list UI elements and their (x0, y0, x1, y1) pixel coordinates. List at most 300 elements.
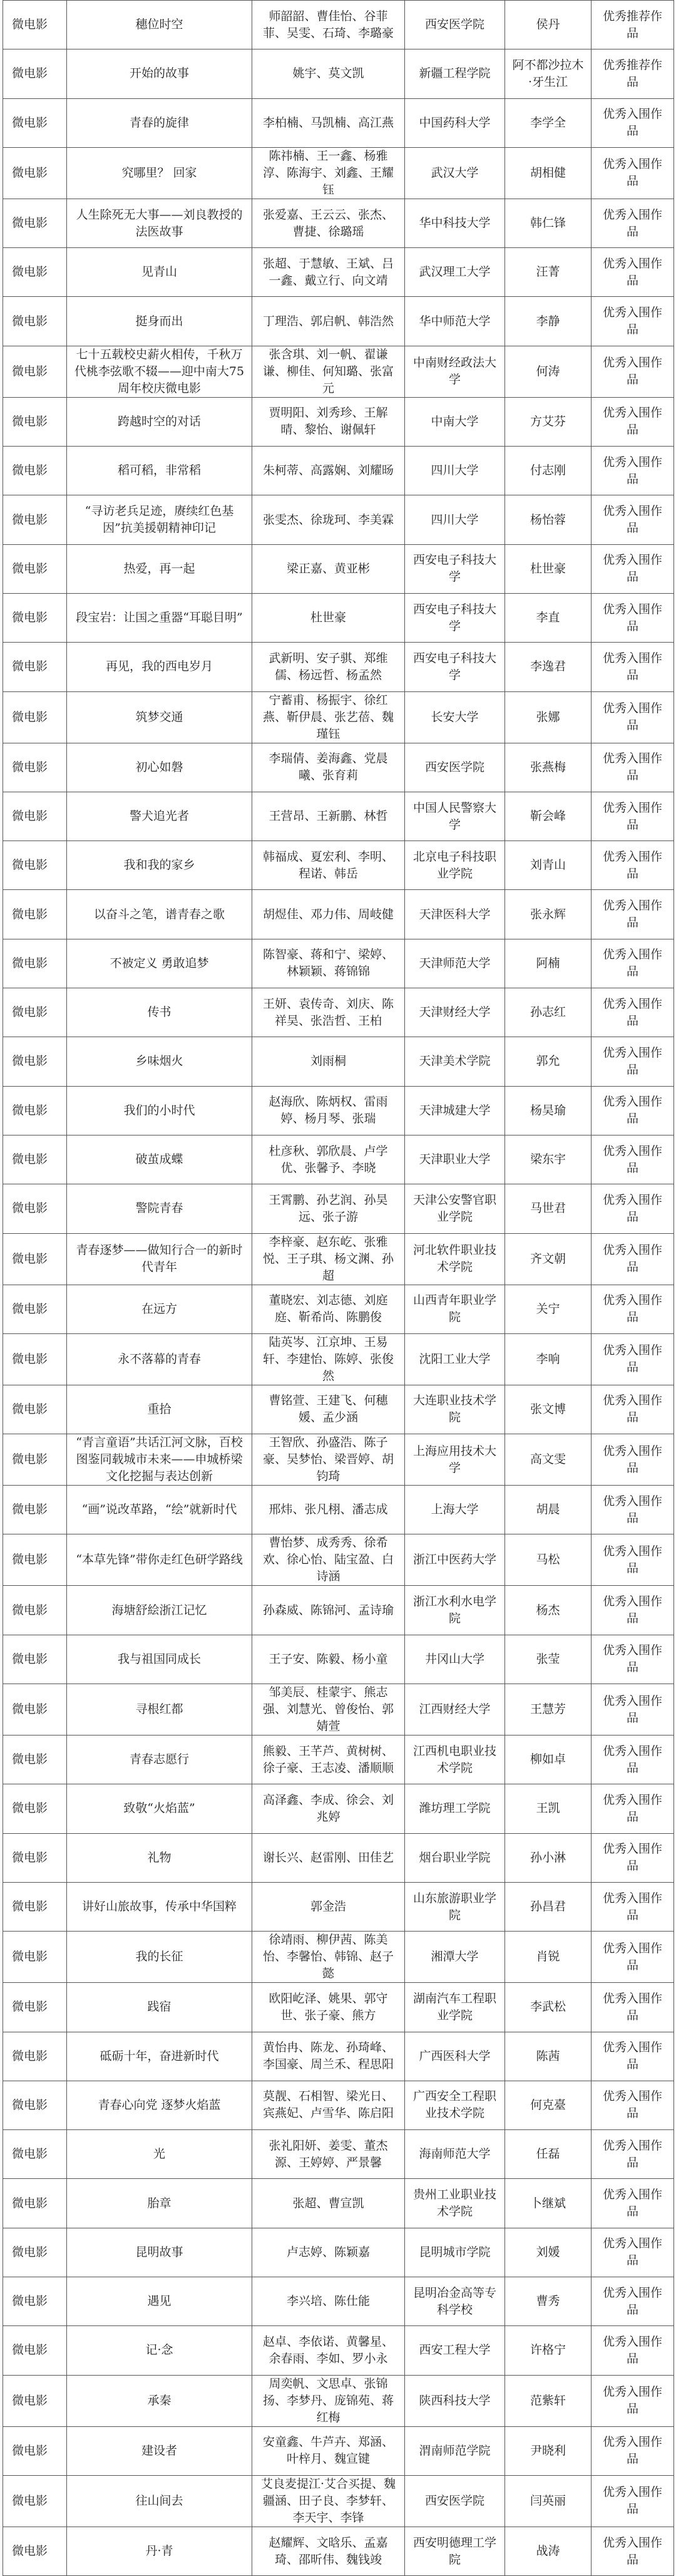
category-cell: 微电影 (3, 1233, 67, 1285)
category-cell: 微电影 (3, 1285, 67, 1333)
school-cell: 西安电子科技大学 (405, 593, 505, 642)
award-level-cell: 优秀入围作品 (592, 1983, 674, 2032)
authors-cell: 王子安、陈毅、杨小童 (252, 1635, 405, 1684)
award-level-cell: 优秀入围作品 (592, 346, 674, 397)
advisor-cell: 许格宁 (505, 2326, 592, 2375)
advisor-cell: 杨杰 (505, 1586, 592, 1635)
table-row (3, 1833, 674, 1882)
work-title-cell: 遇见 (67, 2277, 252, 2325)
table-row (3, 841, 674, 890)
advisor-cell: 刘青山 (505, 841, 592, 890)
award-level-cell: 优秀入围作品 (592, 2375, 674, 2426)
work-title-cell: 丹·青 (67, 2527, 252, 2575)
table-row (3, 691, 674, 743)
advisor-cell: 何克臺 (505, 2081, 592, 2129)
advisor-cell: 韩仁锋 (505, 199, 592, 247)
table-row (3, 1135, 674, 1184)
category-cell: 微电影 (3, 397, 67, 446)
work-title-cell: 筑梦交通 (67, 691, 252, 743)
category-cell: 微电影 (3, 2426, 67, 2475)
category-cell: 微电影 (3, 1534, 67, 1586)
award-level-cell: 优秀入围作品 (592, 890, 674, 939)
advisor-cell: 任磊 (505, 2130, 592, 2179)
authors-cell: 王妍、袁传奇、刘庆、陈祥昊、张浩哲、王柏 (252, 988, 405, 1037)
table-row (3, 495, 674, 544)
advisor-cell: 阿楠 (505, 939, 592, 988)
award-level-cell: 优秀入围作品 (592, 2475, 674, 2527)
authors-cell: 梁正嘉、黄亚彬 (252, 544, 405, 593)
award-level-cell: 优秀入围作品 (592, 1135, 674, 1184)
work-title-cell: 青春心向党 逐梦火焰蓝 (67, 2081, 252, 2129)
category-cell: 微电影 (3, 691, 67, 743)
school-cell: 新疆工程学院 (405, 49, 505, 98)
authors-cell: 安童鑫、牛芦卉、郑涵、叶梓月、魏宣键 (252, 2426, 405, 2475)
award-level-cell: 优秀入围作品 (592, 1586, 674, 1635)
authors-cell: 张礼阳妍、姜雯、董杰源、王婷婷、严景馨 (252, 2130, 405, 2179)
category-cell: 微电影 (3, 98, 67, 147)
award-level-cell: 优秀入围作品 (592, 2277, 674, 2325)
award-table-body (3, 1, 674, 2576)
school-cell: 天津医科大学 (405, 890, 505, 939)
work-title-cell: 礼物 (67, 1833, 252, 1882)
school-cell: 渭南师范学院 (405, 2426, 505, 2475)
authors-cell: 王智欣、孙盛浩、陈子豪、吴梦怡、梁晋婷、胡钧琦 (252, 1434, 405, 1486)
school-cell: 武汉理工大学 (405, 248, 505, 297)
authors-cell: 谢长兴、赵雷刚、田佳艺 (252, 1833, 405, 1882)
table-row (3, 1932, 674, 1983)
advisor-cell: 王慧芳 (505, 1684, 592, 1735)
authors-cell: 杜彦秋、郭欣晨、卢学优、张馨予、李晓 (252, 1135, 405, 1184)
table-row (3, 593, 674, 642)
authors-cell: 王营昂、王新鹏、林哲 (252, 792, 405, 841)
award-level-cell: 优秀推荐作品 (592, 1, 674, 49)
category-cell: 微电影 (3, 297, 67, 346)
award-level-cell: 优秀入围作品 (592, 2179, 674, 2228)
advisor-cell: 张莹 (505, 1635, 592, 1684)
table-row (3, 743, 674, 792)
authors-cell: 师韶韶、曹佳怡、谷菲菲、吴雯、石琦、李璐豪 (252, 1, 405, 49)
category-cell: 微电影 (3, 1586, 67, 1635)
authors-cell: 邹美辰、桂蒙宇、熊志强、刘慧光、曾俊怡、郭婧萱 (252, 1684, 405, 1735)
advisor-cell: 胡晨 (505, 1486, 592, 1534)
authors-cell: 朱柯蒂、高露娴、刘耀旸 (252, 447, 405, 495)
work-title-cell: “画”说改革路，“绘”就新时代 (67, 1486, 252, 1534)
award-level-cell: 优秀入围作品 (592, 743, 674, 792)
school-cell: 西安医学院 (405, 2475, 505, 2527)
work-title-cell: 我与祖国同成长 (67, 1635, 252, 1684)
table-row (3, 2375, 674, 2426)
work-title-cell: 跨越时空的对话 (67, 397, 252, 446)
table-row (3, 1983, 674, 2032)
award-level-cell: 优秀入围作品 (592, 1385, 674, 1434)
authors-cell: 武新明、安子骐、郑维儒、杨远哲、杨孟然 (252, 643, 405, 691)
authors-cell: 卢志婷、陈颖嘉 (252, 2228, 405, 2277)
school-cell: 华中科技大学 (405, 199, 505, 247)
table-row (3, 1, 674, 49)
table-row (3, 544, 674, 593)
school-cell: 天津美术学院 (405, 1037, 505, 1086)
school-cell: 江西财经大学 (405, 1684, 505, 1735)
table-row (3, 2277, 674, 2325)
award-level-cell: 优秀入围作品 (592, 1932, 674, 1983)
school-cell: 山东旅游职业学院 (405, 1882, 505, 1931)
award-level-cell: 优秀入围作品 (592, 1233, 674, 1285)
school-cell: 西安电子科技大学 (405, 643, 505, 691)
authors-cell: 张雯杰、徐珑珂、李美霖 (252, 495, 405, 544)
work-title-cell: 青春志愿行 (67, 1735, 252, 1784)
table-row (3, 1434, 674, 1486)
work-title-cell: 承秦 (67, 2375, 252, 2426)
school-cell: 中南财经政法大学 (405, 346, 505, 397)
work-title-cell: 穗位时空 (67, 1, 252, 49)
award-level-cell: 优秀入围作品 (592, 1486, 674, 1534)
work-title-cell: 在远方 (67, 1285, 252, 1333)
work-title-cell: 再见，我的西电岁月 (67, 643, 252, 691)
category-cell: 微电影 (3, 147, 67, 199)
work-title-cell: 不被定义 勇敢追梦 (67, 939, 252, 988)
advisor-cell: 李武松 (505, 1983, 592, 2032)
award-level-cell: 优秀入围作品 (592, 2130, 674, 2179)
school-cell: 西安工程大学 (405, 2326, 505, 2375)
award-level-cell: 优秀入围作品 (592, 1635, 674, 1684)
school-cell: 北京电子科技职业学院 (405, 841, 505, 890)
advisor-cell: 张娜 (505, 691, 592, 743)
authors-cell: 李柏楠、马凯楠、高江燕 (252, 98, 405, 147)
award-level-cell: 优秀入围作品 (592, 1086, 674, 1135)
authors-cell: 郭金浩 (252, 1882, 405, 1931)
school-cell: 天津财经大学 (405, 988, 505, 1037)
school-cell: 河北软件职业技术学院 (405, 1233, 505, 1285)
authors-cell: 邢炜、张凡栩、潘志成 (252, 1486, 405, 1534)
school-cell: 陕西科技大学 (405, 2375, 505, 2426)
award-level-cell: 优秀入围作品 (592, 988, 674, 1037)
table-row (3, 1486, 674, 1534)
work-title-cell: 海塘舒絵浙江记忆 (67, 1586, 252, 1635)
table-row (3, 2032, 674, 2081)
authors-cell: 张爱嘉、王云云、张杰、曹捷、徐璐瑶 (252, 199, 405, 247)
award-level-cell: 优秀入围作品 (592, 1037, 674, 1086)
category-cell: 微电影 (3, 1434, 67, 1486)
award-level-cell: 优秀入围作品 (592, 2527, 674, 2575)
award-level-cell: 优秀入围作品 (592, 1285, 674, 1333)
category-cell: 微电影 (3, 1, 67, 49)
table-row (3, 98, 674, 147)
authors-cell: 姚宇、莫文凯 (252, 49, 405, 98)
advisor-cell: 孙志红 (505, 988, 592, 1037)
award-level-cell: 优秀入围作品 (592, 2032, 674, 2081)
authors-cell: 丁理浩、郭启帆、韩浩然 (252, 297, 405, 346)
table-row (3, 2228, 674, 2277)
advisor-cell: 杨怡蓉 (505, 495, 592, 544)
authors-cell: 陈祎楠、王一鑫、杨雅淳、陈海宇、刘鑫、王耀钰 (252, 147, 405, 199)
school-cell: 西安医学院 (405, 743, 505, 792)
category-cell: 微电影 (3, 2375, 67, 2426)
advisor-cell: 曹秀 (505, 2277, 592, 2325)
authors-cell: 张超、曹宣凯 (252, 2179, 405, 2228)
table-row (3, 346, 674, 397)
work-title-cell: 传书 (67, 988, 252, 1037)
work-title-cell: 段宝岩：让国之重器“耳聪目明” (67, 593, 252, 642)
category-cell: 微电影 (3, 792, 67, 841)
advisor-cell: 郭允 (505, 1037, 592, 1086)
category-cell: 微电影 (3, 2032, 67, 2081)
school-cell: 沈阳工业大学 (405, 1333, 505, 1385)
school-cell: 西安医学院 (405, 1, 505, 49)
authors-cell: 李兴培、陈仕能 (252, 2277, 405, 2325)
table-row (3, 939, 674, 988)
category-cell: 微电影 (3, 593, 67, 642)
category-cell: 微电影 (3, 495, 67, 544)
work-title-cell: 挺身而出 (67, 297, 252, 346)
table-row (3, 2326, 674, 2375)
work-title-cell: 开始的故事 (67, 49, 252, 98)
advisor-cell: 战涛 (505, 2527, 592, 2575)
authors-cell: 李梓豪、赵东屹、张雅悦、王子琪、杨文渊、孙超 (252, 1233, 405, 1285)
advisor-cell: 李直 (505, 593, 592, 642)
advisor-cell: 范紫轩 (505, 2375, 592, 2426)
work-title-cell: 致敬“火焰蓝” (67, 1784, 252, 1833)
work-title-cell: 青春的旋律 (67, 98, 252, 147)
work-title-cell: 破茧成蝶 (67, 1135, 252, 1184)
advisor-cell: 胡相健 (505, 147, 592, 199)
work-title-cell: 往山间去 (67, 2475, 252, 2527)
authors-cell: 莫靓、石相智、梁光日、宾燕妃、卢雪华、陈启阳 (252, 2081, 405, 2129)
category-cell: 微电影 (3, 643, 67, 691)
work-title-cell: “青言童语”共话江河文脉，百校图鉴同载城市未来——申城桥梁文化挖掘与表达创新 (67, 1434, 252, 1486)
school-cell: 中国人民警察大学 (405, 792, 505, 841)
category-cell: 微电影 (3, 248, 67, 297)
table-row (3, 199, 674, 247)
authors-cell: 高泽鑫、李成、徐会、刘兆婷 (252, 1784, 405, 1833)
category-cell: 微电影 (3, 939, 67, 988)
school-cell: 西安明德理工学院 (405, 2527, 505, 2575)
school-cell: 湘潭大学 (405, 1932, 505, 1983)
table-row (3, 1882, 674, 1931)
advisor-cell: 尹晓利 (505, 2426, 592, 2475)
advisor-cell: 王凯 (505, 1784, 592, 1833)
table-row (3, 147, 674, 199)
award-level-cell: 优秀入围作品 (592, 147, 674, 199)
school-cell: 浙江中医药大学 (405, 1534, 505, 1586)
category-cell: 微电影 (3, 199, 67, 247)
category-cell: 微电影 (3, 1735, 67, 1784)
advisor-cell: 李逸君 (505, 643, 592, 691)
advisor-cell: 侯丹 (505, 1, 592, 49)
authors-cell: 韩福成、夏宏利、李明、程诺、韩岳 (252, 841, 405, 890)
authors-cell: 艾良麦提江·艾合买提、魏疆涵、田子良、李梦轩、李天宇、李锋 (252, 2475, 405, 2527)
work-title-cell: 记·念 (67, 2326, 252, 2375)
award-level-cell: 优秀推荐作品 (592, 49, 674, 98)
award-level-cell: 优秀入围作品 (592, 1434, 674, 1486)
school-cell: 烟台职业学院 (405, 1833, 505, 1882)
school-cell: 大连职业技术学院 (405, 1385, 505, 1434)
award-level-cell: 优秀入围作品 (592, 2081, 674, 2129)
work-title-cell: 乡味烟火 (67, 1037, 252, 1086)
school-cell: 贵州工业职业技术学院 (405, 2179, 505, 2228)
advisor-cell: 阿不都沙拉木·牙生江 (505, 49, 592, 98)
authors-cell: 欧阳屹泽、姚果、郭守世、张子豪、熊方 (252, 1983, 405, 2032)
category-cell: 微电影 (3, 1684, 67, 1735)
award-level-cell: 优秀入围作品 (592, 98, 674, 147)
award-level-cell: 优秀入围作品 (592, 691, 674, 743)
authors-cell: 张超、于慧敏、王斌、吕一鑫、戴立行、向文靖 (252, 248, 405, 297)
work-title-cell: 我和我的家乡 (67, 841, 252, 890)
school-cell: 长安大学 (405, 691, 505, 743)
work-title-cell: 昆明故事 (67, 2228, 252, 2277)
work-title-cell: 胎章 (67, 2179, 252, 2228)
table-row (3, 1684, 674, 1735)
table-row (3, 397, 674, 446)
table-row (3, 890, 674, 939)
school-cell: 中国药科大学 (405, 98, 505, 147)
category-cell: 微电影 (3, 1784, 67, 1833)
table-row (3, 2426, 674, 2475)
award-level-cell: 优秀入围作品 (592, 544, 674, 593)
table-row (3, 1333, 674, 1385)
table-row (3, 2130, 674, 2179)
work-title-cell: 人生除死无大事——刘良教授的法医故事 (67, 199, 252, 247)
award-level-cell: 优秀入围作品 (592, 2228, 674, 2277)
advisor-cell: 马世君 (505, 1184, 592, 1233)
advisor-cell: 张永辉 (505, 890, 592, 939)
advisor-cell: 柳如卓 (505, 1735, 592, 1784)
table-row (3, 2081, 674, 2129)
award-level-cell: 优秀入围作品 (592, 593, 674, 642)
advisor-cell: 张燕梅 (505, 743, 592, 792)
school-cell: 浙江水利水电学院 (405, 1586, 505, 1635)
authors-cell: 熊毅、王芊芦、黄树树、徐子豪、王志凌、潘顺顺 (252, 1735, 405, 1784)
category-cell: 微电影 (3, 743, 67, 792)
authors-cell: 胡煜佳、邓力伟、周岐健 (252, 890, 405, 939)
table-row (3, 1784, 674, 1833)
award-level-cell: 优秀入围作品 (592, 248, 674, 297)
school-cell: 广西医科大学 (405, 2032, 505, 2081)
school-cell: 上海应用技术大学 (405, 1434, 505, 1486)
school-cell: 天津城建大学 (405, 1086, 505, 1135)
award-level-cell: 优秀入围作品 (592, 1784, 674, 1833)
table-row (3, 1233, 674, 1285)
table-row (3, 988, 674, 1037)
category-cell: 微电影 (3, 1932, 67, 1983)
category-cell: 微电影 (3, 2179, 67, 2228)
authors-cell: 赵卓、李依诺、黄馨星、余春雨、李如、罗小永 (252, 2326, 405, 2375)
authors-cell: 曹怡梦、成秀秀、徐希欢、徐心怡、陆宝盈、白诗涵 (252, 1534, 405, 1586)
advisor-cell: 孙小淋 (505, 1833, 592, 1882)
advisor-cell: 肖锐 (505, 1932, 592, 1983)
table-row (3, 1285, 674, 1333)
authors-cell: 宁蓄甫、杨振宇、徐红燕、靳伊晨、张艺蓓、魏瑾钰 (252, 691, 405, 743)
work-title-cell: 初心如磐 (67, 743, 252, 792)
category-cell: 微电影 (3, 447, 67, 495)
work-title-cell: 青春逐梦——做知行合一的新时代青年 (67, 1233, 252, 1285)
award-level-cell: 优秀入围作品 (592, 939, 674, 988)
advisor-cell: 孙昌君 (505, 1882, 592, 1931)
school-cell: 天津公安警官职业学院 (405, 1184, 505, 1233)
school-cell: 天津职业大学 (405, 1135, 505, 1184)
table-row (3, 643, 674, 691)
category-cell: 微电影 (3, 2475, 67, 2527)
work-title-cell: 我们的小时代 (67, 1086, 252, 1135)
award-level-cell: 优秀入围作品 (592, 1833, 674, 1882)
award-table (3, 0, 674, 2576)
authors-cell: 董晓宏、刘志德、刘庭庭、靳希尚、陈鹏俊 (252, 1285, 405, 1333)
work-title-cell: 七十五载校史薪火相传，千秋万代桃李弦歌不辍——迎中南大75周年校庆微电影 (67, 346, 252, 397)
authors-cell: 杜世豪 (252, 593, 405, 642)
school-cell: 昆明冶金高等专科学校 (405, 2277, 505, 2325)
work-title-cell: 热爱，再一起 (67, 544, 252, 593)
category-cell: 微电影 (3, 2130, 67, 2179)
advisor-cell: 李静 (505, 297, 592, 346)
advisor-cell: 张文博 (505, 1385, 592, 1434)
work-title-cell: 警院青春 (67, 1184, 252, 1233)
advisor-cell: 关宁 (505, 1285, 592, 1333)
advisor-cell: 梁东宇 (505, 1135, 592, 1184)
category-cell: 微电影 (3, 1385, 67, 1434)
category-cell: 微电影 (3, 1333, 67, 1385)
school-cell: 天津师范大学 (405, 939, 505, 988)
authors-cell: 李瑞倩、姜海鑫、党晨曦、张育莉 (252, 743, 405, 792)
table-row (3, 1586, 674, 1635)
award-level-cell: 优秀入围作品 (592, 199, 674, 247)
school-cell: 西安电子科技大学 (405, 544, 505, 593)
award-level-cell: 优秀入围作品 (592, 1184, 674, 1233)
category-cell: 微电影 (3, 2228, 67, 2277)
category-cell: 微电影 (3, 1833, 67, 1882)
category-cell: 微电影 (3, 2326, 67, 2375)
award-level-cell: 优秀入围作品 (592, 495, 674, 544)
category-cell: 微电影 (3, 1037, 67, 1086)
category-cell: 微电影 (3, 2081, 67, 2129)
work-title-cell: 究哪里？ 回家 (67, 147, 252, 199)
award-level-cell: 优秀入围作品 (592, 1882, 674, 1931)
category-cell: 微电影 (3, 1184, 67, 1233)
table-row (3, 2179, 674, 2228)
advisor-cell: 李响 (505, 1333, 592, 1385)
work-title-cell: 讲好山旅故事，传承中华国粹 (67, 1882, 252, 1931)
category-cell: 微电影 (3, 988, 67, 1037)
category-cell: 微电影 (3, 2527, 67, 2575)
table-row (3, 1086, 674, 1135)
advisor-cell: 李学全 (505, 98, 592, 147)
school-cell: 广西安全工程职业技术学院 (405, 2081, 505, 2129)
table-row (3, 1184, 674, 1233)
table-row (3, 1635, 674, 1684)
category-cell: 微电影 (3, 890, 67, 939)
work-title-cell: 永不落幕的青春 (67, 1333, 252, 1385)
school-cell: 上海大学 (405, 1486, 505, 1534)
advisor-cell: 陈茜 (505, 2032, 592, 2081)
authors-cell: 徐靖雨、柳伊茜、陈美怡、李馨怡、韩锦、赵子懿 (252, 1932, 405, 1983)
advisor-cell: 卜继斌 (505, 2179, 592, 2228)
work-title-cell: 警犬追光者 (67, 792, 252, 841)
work-title-cell: 稻可稻，非常稻 (67, 447, 252, 495)
school-cell: 四川大学 (405, 447, 505, 495)
school-cell: 山西青年职业学院 (405, 1285, 505, 1333)
advisor-cell: 杜世豪 (505, 544, 592, 593)
category-cell: 微电影 (3, 544, 67, 593)
award-level-cell: 优秀入围作品 (592, 1333, 674, 1385)
authors-cell: 孙森威、陈锦河、孟诗瑜 (252, 1586, 405, 1635)
category-cell: 微电影 (3, 49, 67, 98)
work-title-cell: 以奋斗之笔，谱青春之歌 (67, 890, 252, 939)
award-level-cell: 优秀入围作品 (592, 841, 674, 890)
award-level-cell: 优秀入围作品 (592, 2326, 674, 2375)
authors-cell: 张含琪、刘一帆、翟谦谦、柳佳、何知璐、张富元 (252, 346, 405, 397)
award-level-cell: 优秀入围作品 (592, 643, 674, 691)
award-level-cell: 优秀入围作品 (592, 1534, 674, 1586)
award-level-cell: 优秀入围作品 (592, 1735, 674, 1784)
school-cell: 中南大学 (405, 397, 505, 446)
